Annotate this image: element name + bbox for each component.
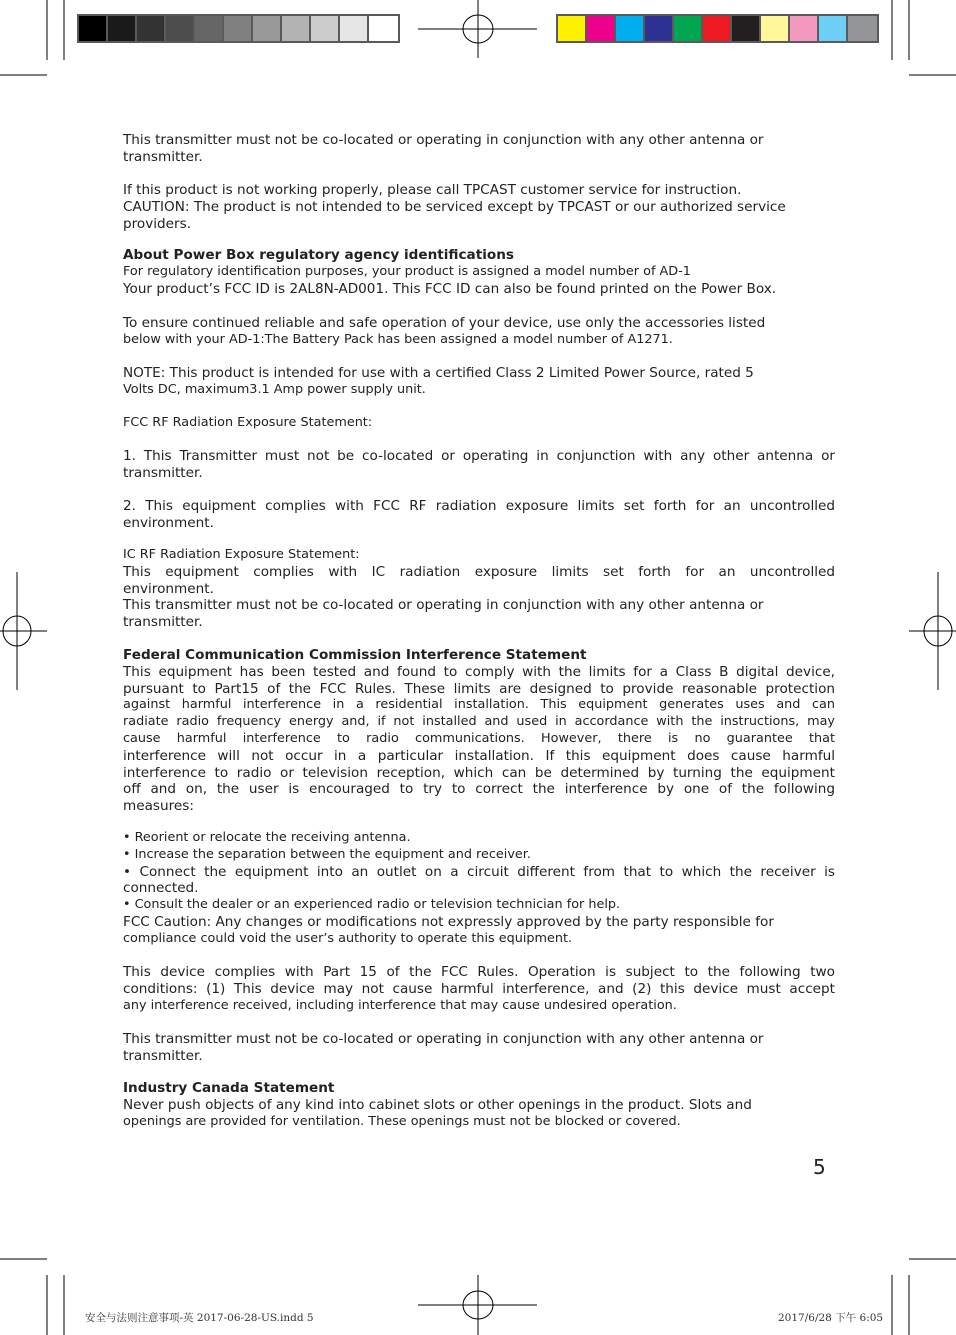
text-line: This equipment has been tested and found to comply with the limits for a Class B digital device, <box>123 663 835 680</box>
text-line: FCC Caution: Any changes or modifications not expressly approved by the party responsible for <box>123 913 774 930</box>
color-swatch <box>369 16 398 41</box>
text-line: environment. <box>123 580 214 597</box>
text-line: transmitter. <box>123 614 203 631</box>
text-line: any interference received, including interference that may cause undesired operation. <box>123 997 677 1013</box>
text-line: IC RF Radiation Exposure Statement: <box>123 547 360 562</box>
paragraph <box>123 498 835 532</box>
color-swatch <box>311 16 340 41</box>
paragraph <box>123 182 835 232</box>
text-line: This transmitter must not be co-located or operating in conjunction with any other antenna or <box>123 132 764 148</box>
color-swatch <box>253 16 282 41</box>
text-line: FCC RF Radiation Exposure Statement: <box>123 415 373 430</box>
text-line: NOTE: This product is intended for use with a certified Class 2 Limited Power Source, rated 5 <box>123 365 754 381</box>
slug-filename: 安全与法则注意事项-英 2017-06-28-US.indd 5 <box>85 1312 314 1324</box>
text-line: This device complies with Part 15 of the FCC Rules. Operation is subject to the following two <box>123 964 835 980</box>
text-line: openings are provided for ventilation. These openings must not be blocked or covered. <box>123 1113 681 1129</box>
text-line: transmitter. <box>123 464 203 481</box>
text-line: 1. This Transmitter must not be co-located or operating in conjunction with any other antenna or <box>123 448 835 464</box>
color-swatch <box>848 16 877 41</box>
color-swatch <box>282 16 311 41</box>
color-swatch <box>703 16 732 41</box>
color-swatch <box>674 16 703 41</box>
paragraph <box>123 647 835 815</box>
text-line: measures: <box>123 798 194 815</box>
text-line: 2. This equipment complies with FCC RF radiation exposure limits set forth for an uncontrolled <box>123 498 835 514</box>
slug-date: 2017/6/28 下午 6:05 <box>778 1312 884 1324</box>
paragraph <box>123 247 835 297</box>
color-swatch <box>558 16 587 41</box>
text-line: compliance could void the user’s authority to operate this equipment. <box>123 930 573 946</box>
paragraph <box>123 830 835 948</box>
color-swatch <box>340 16 369 41</box>
text-line: pursuant to Part15 of the FCC Rules. These limits are designed to provide reasonable protection <box>123 680 835 697</box>
text-line: off and on, the user is encouraged to try to correct the interference by one of the following <box>123 781 835 798</box>
paragraph <box>123 1080 835 1130</box>
color-swatch <box>587 16 616 41</box>
text-line: below with your AD-1:The Battery Pack has been assigned a model number of A1271. <box>123 331 673 347</box>
text-line: transmitter. <box>123 1047 203 1064</box>
text-line: • Increase the separation between the equipment and receiver. <box>123 846 531 862</box>
text-line: transmitter. <box>123 148 203 165</box>
text-line: For regulatory identification purposes, your product is assigned a model number of AD-1 <box>123 263 691 279</box>
color-swatch <box>616 16 645 41</box>
color-swatch <box>166 16 195 41</box>
color-swatch <box>761 16 790 41</box>
text-line: against harmful interference in a residential installation. This equipment generates uses and can <box>123 697 835 713</box>
grayscale-color-bar <box>77 14 400 43</box>
paragraph <box>123 132 835 166</box>
color-swatch <box>137 16 166 41</box>
text-line: If this product is not working properly, please call TPCAST customer service for instruction. <box>123 182 742 198</box>
text-line: providers. <box>123 215 192 232</box>
text-line: • Connect the equipment into an outlet on a circuit different from that to which the receiver is <box>123 863 835 880</box>
paragraph <box>123 315 835 349</box>
text-line: Never push objects of any kind into cabinet slots or other openings in the product. Slots and <box>123 1096 752 1113</box>
text-line: This transmitter must not be co-located or operating in conjunction with any other antenna or <box>123 1031 764 1047</box>
text-line: CAUTION: The product is not intended to be serviced except by TPCAST or our authorized service <box>123 198 786 215</box>
text-line: To ensure continued reliable and safe operation of your device, use only the accessories listed <box>123 315 766 331</box>
process-color-bar <box>556 14 879 43</box>
color-swatch <box>645 16 674 41</box>
color-swatch <box>79 16 108 41</box>
text-line: Your product’s FCC ID is 2AL8N-AD001. This FCC ID can also be found printed on the Power Box. <box>123 280 777 297</box>
text-line: connected. <box>123 880 199 897</box>
text-line: Volts DC, maximum3.1 Amp power supply unit. <box>123 381 426 397</box>
color-swatch <box>224 16 253 41</box>
text-line: This equipment complies with IC radiation exposure limits set forth for an uncontrolled <box>123 563 835 580</box>
color-swatch <box>732 16 761 41</box>
color-swatch <box>195 16 224 41</box>
text-line: environment. <box>123 514 214 531</box>
paragraph <box>123 365 835 399</box>
paragraph <box>123 1031 835 1065</box>
text-line: conditions: (1) This device may not cause harmful interference, and (2) this device must accept <box>123 980 835 997</box>
paragraph <box>123 415 835 432</box>
text-line: interference will not occur in a particular installation. If this equipment does cause harmful <box>123 747 835 764</box>
text-line: radiate radio frequency energy and, if not installed and used in accordance with the instructions, may <box>123 714 835 730</box>
text-line: interference to radio or television reception, which can be determined by turning the equipment <box>123 764 835 781</box>
section-heading: Federal Communication Commission Interference Statement <box>123 647 587 663</box>
text-line: This transmitter must not be co-located or operating in conjunction with any other antenna or <box>123 597 764 614</box>
color-swatch <box>108 16 137 41</box>
paragraph <box>123 964 835 1014</box>
section-heading: Industry Canada Statement <box>123 1080 335 1096</box>
color-swatch <box>790 16 819 41</box>
paragraph <box>123 448 835 482</box>
text-line: cause harmful interference to radio communications. However, there is no guarantee that <box>123 730 835 746</box>
section-heading: About Power Box regulatory agency identifications <box>123 247 514 263</box>
page-number: 5 <box>813 1155 826 1179</box>
text-line: • Reorient or relocate the receiving antenna. <box>123 830 411 845</box>
paragraph <box>123 547 835 631</box>
text-line: • Consult the dealer or an experienced radio or television technician for help. <box>123 897 621 913</box>
color-swatch <box>819 16 848 41</box>
